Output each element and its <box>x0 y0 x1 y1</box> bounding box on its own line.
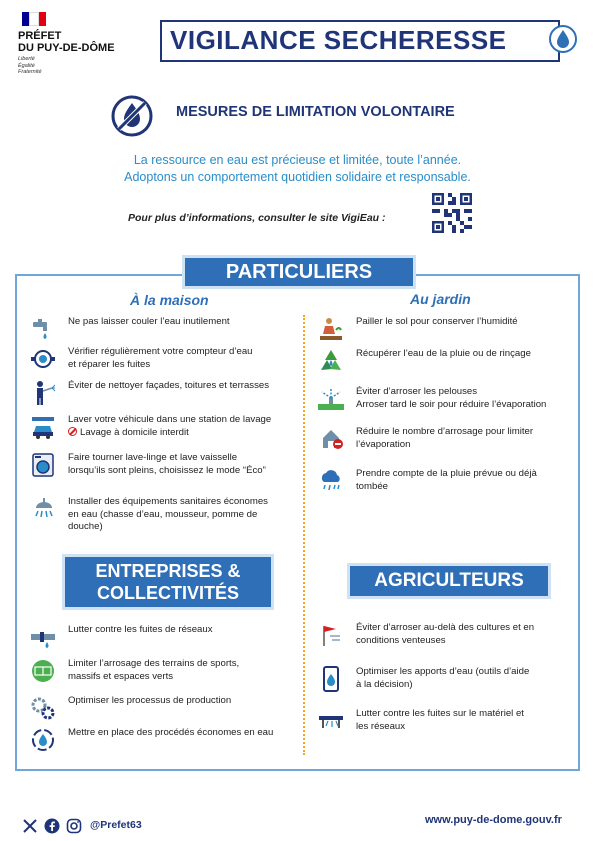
column-divider <box>303 315 305 755</box>
particuliers-band: PARTICULIERS <box>185 258 413 286</box>
cycle-drop-icon <box>30 727 56 753</box>
list-item: Installer des équipements sanitaires économes en eau (chasse d’eau, mousseur, pomme de douche) <box>30 496 300 534</box>
list-item: Laver votre véhicule dans une station de lavage Lavage à domicile interdit <box>30 414 300 440</box>
republic-motto: Liberté Égalité Fraternité <box>18 56 42 75</box>
list-item: Optimiser les processus de production <box>30 695 300 721</box>
instagram-icon[interactable] <box>66 818 82 834</box>
sprinkler-icon <box>318 386 344 412</box>
water-meter-icon <box>30 346 56 372</box>
home-wash-forbidden: Lavage à domicile interdit <box>68 427 271 440</box>
list-item: Optimiser les apports d’eau (outils d’aide à la décision) <box>318 666 580 692</box>
list-item: Pailler le sol pour conserver l’humidité <box>318 316 580 342</box>
facebook-icon[interactable] <box>44 818 60 834</box>
faucet-icon <box>30 316 56 342</box>
list-item: Éviter d’arroser les pelouses Arroser tard le soir pour réduire l’évaporation <box>318 386 580 412</box>
gardener-icon <box>318 316 344 342</box>
forbidden-icon <box>68 427 77 436</box>
list-item: Lutter contre les fuites sur le matériel et les réseaux <box>318 708 580 734</box>
watering-reduce-icon <box>318 426 344 452</box>
washing-machine-icon <box>30 452 56 478</box>
french-flag-logo <box>22 12 46 26</box>
list-item: Faire tourner lave-linge et lave vaisselle lorsqu’ils sont pleins, choisissez le mode “Éco” <box>30 452 300 478</box>
car-wash-icon <box>30 414 56 440</box>
intro-line-2: Adoptons un comportement quotidien solidaire et responsable. <box>124 170 471 184</box>
list-item: Vérifier régulièrement votre compteur d’eau et réparer les fuites <box>30 346 300 372</box>
shower-icon <box>30 496 56 522</box>
page-title: VIGILANCE SECHERESSE <box>170 25 507 55</box>
list-item: Éviter de nettoyer façades, toitures et terrasses <box>30 380 300 406</box>
intro-line-1: La ressource en eau est précieuse et limitée, toute l’année. <box>133 153 462 167</box>
agriculteurs-band: AGRICULTEURS <box>350 566 548 596</box>
gears-icon <box>30 695 56 721</box>
jardin-heading: Au jardin <box>410 291 471 307</box>
list-item: Réduire le nombre d’arrosage pour limiter l’évaporation <box>318 426 580 452</box>
phone-drop-icon <box>318 666 344 692</box>
vigieau-info: Pour plus d’informations, consulter le site VigiEau : <box>128 212 386 224</box>
list-item: Éviter d’arroser au-delà des cultures et en conditions venteuses <box>318 622 580 648</box>
maison-heading: À la maison <box>130 292 209 308</box>
water-drop-badge-icon <box>548 24 578 54</box>
rain-cloud-icon <box>318 468 344 494</box>
website-link[interactable]: www.puy-de-dome.gouv.fr <box>425 814 562 826</box>
list-item: Lutter contre les fuites de réseaux <box>30 624 300 650</box>
qr-code-icon[interactable] <box>432 193 472 233</box>
leaking-pipe-icon <box>30 624 56 650</box>
entreprises-band: ENTREPRISES & COLLECTIVITÉS <box>65 557 271 607</box>
list-item: Mettre en place des procédés économes en eau <box>30 727 300 753</box>
social-handle[interactable]: @Prefet63 <box>90 819 142 831</box>
sports-field-icon <box>30 658 56 684</box>
wind-flag-icon <box>318 622 344 648</box>
no-water-drop-icon <box>110 94 154 138</box>
list-item: Récupérer l’eau de la pluie ou de rinçage <box>318 348 580 374</box>
list-item: Prendre compte de la pluie prévue ou déjà tombée <box>318 468 580 494</box>
recycle-water-icon <box>318 348 344 374</box>
pressure-washer-icon <box>30 380 56 406</box>
list-item: Ne pas laisser couler l’eau inutilement <box>30 316 300 342</box>
prefecture-name: PRÉFET DU PUY-DE-DÔME <box>18 30 115 54</box>
x-twitter-icon[interactable] <box>22 818 38 834</box>
list-item: Limiter l’arrosage des terrains de sports, massifs et espaces verts <box>30 658 300 684</box>
irrigation-pipe-icon <box>318 708 344 734</box>
measures-subtitle: MESURES DE LIMITATION VOLONTAIRE <box>176 104 455 120</box>
